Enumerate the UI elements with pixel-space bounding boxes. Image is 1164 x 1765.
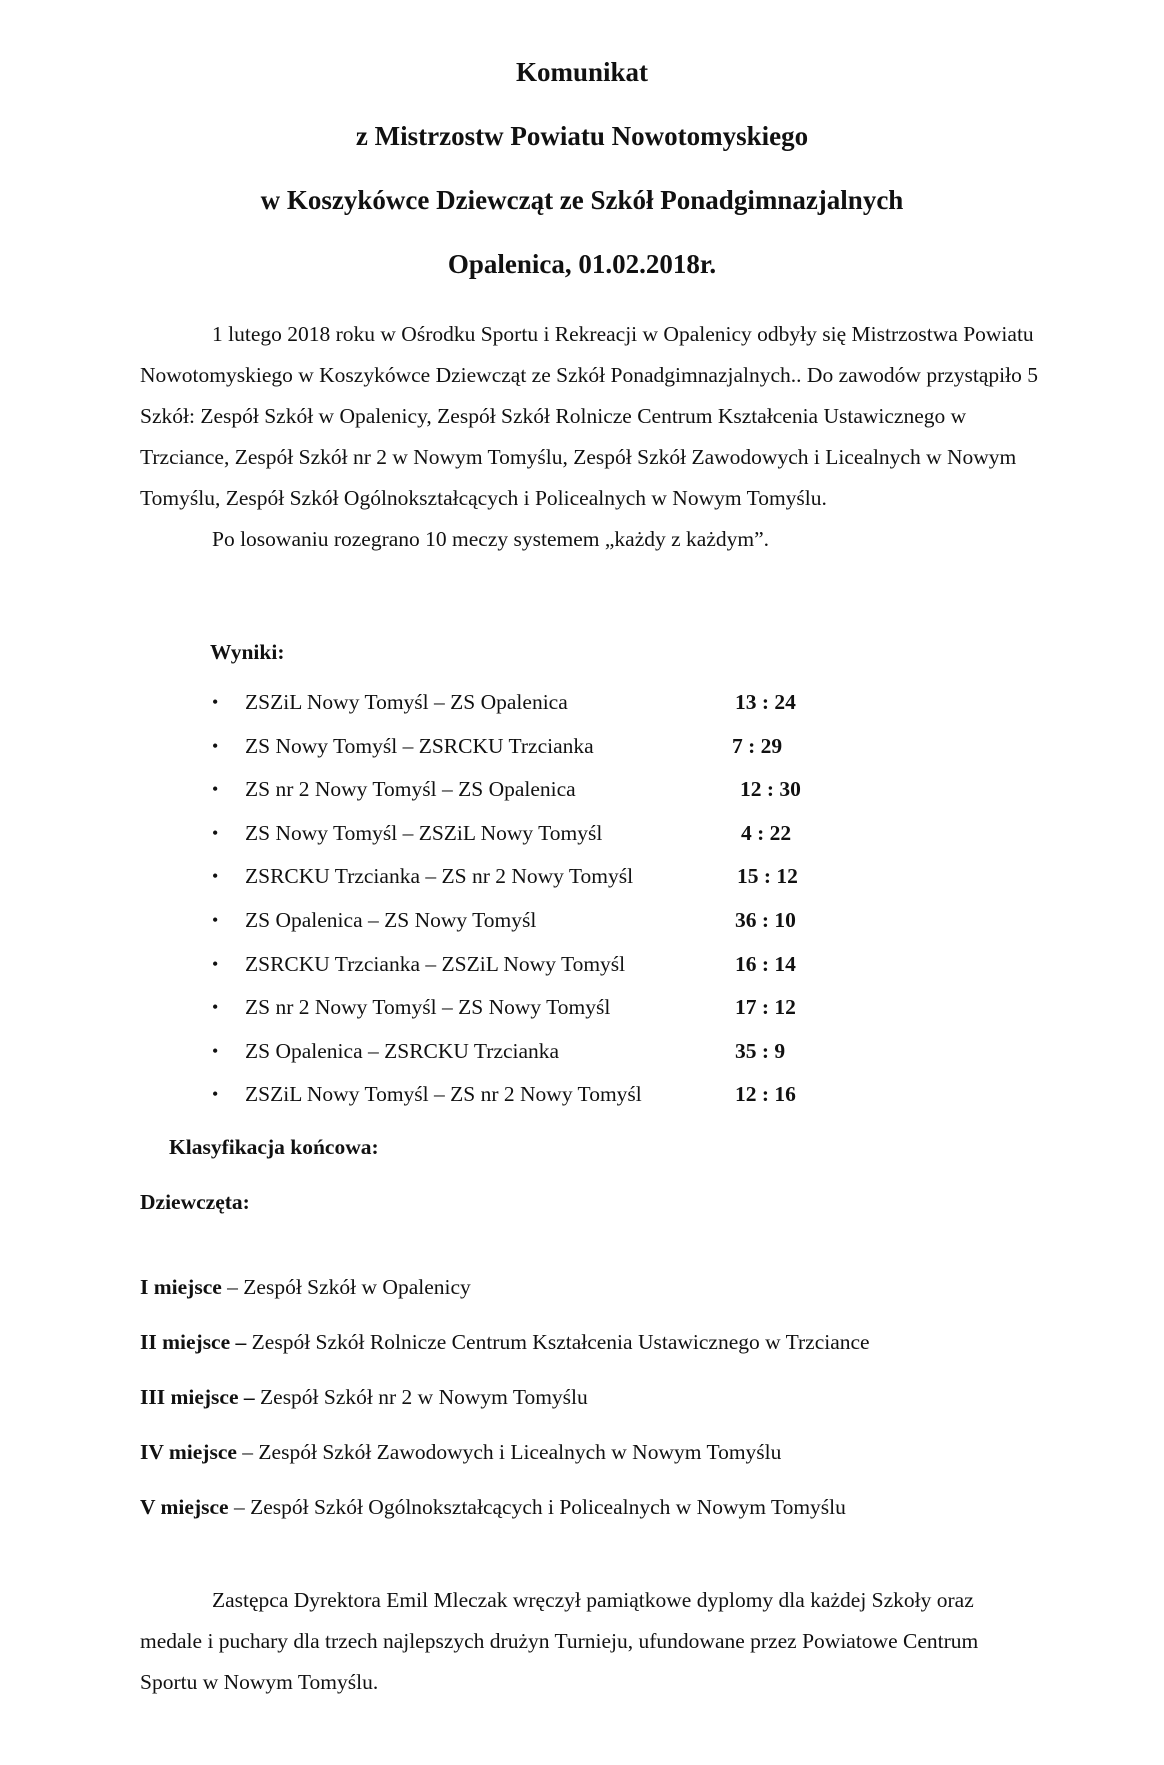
bullet-icon: •: [212, 822, 219, 843]
match-teams: ZSZiL Nowy Tomyśl – ZS nr 2 Nowy Tomyśl: [245, 1082, 642, 1107]
results-heading: Wyniki:: [210, 640, 285, 664]
standing-row: [140, 1490, 1090, 1545]
document-title: [0, 40, 1164, 296]
standing-row: [140, 1270, 1090, 1325]
intro-paragraph-2: Po losowaniu rozegrano 10 meczy systemem „każdy z każdym”.: [212, 527, 770, 551]
category-heading: Dziewczęta:: [140, 1190, 250, 1214]
place-rank: II miejsce –: [140, 1330, 247, 1354]
match-teams: ZS Nowy Tomyśl – ZSRCKU Trzcianka: [245, 733, 594, 758]
result-row: [212, 943, 912, 987]
result-row: [212, 986, 912, 1030]
title-line-3: w Koszykówce Dziewcząt ze Szkół Ponadgimnazjalnych: [260, 185, 904, 215]
match-teams: ZSRCKU Trzcianka – ZSZiL Nowy Tomyśl: [245, 951, 626, 976]
standing-row: [140, 1435, 1090, 1490]
intro-paragraph-1: 1 lutego 2018 roku w Ośrodku Sportu i Rekreacji w Opalenicy odbyły się Mistrzostwa Powiatu Nowotomyskiego w Koszykówce Dziewcząt ze Szkół Ponadgimnazjalnych.. Do zawodów przystąpiło 5 Szkół: Zespół Szkół w Opalenicy, Zespół Szkół Rolnicze Centrum Kształcenia Ustawicznego w Trzciance, Zespół Szkół nr 2 w Nowym Tomyślu, Zespół Szkół Zawodowych i Licealnych w Nowym Tomyślu, Zespół Szkół Ogólnokształcących i Policealnych w Nowym Tomyślu.: [140, 322, 1038, 510]
match-teams: ZSRCKU Trzcianka – ZS nr 2 Nowy Tomyśl: [245, 864, 634, 889]
result-row: [212, 812, 912, 856]
bullet-icon: •: [212, 909, 219, 930]
bullet-icon: •: [212, 997, 219, 1018]
bullet-icon: •: [212, 1040, 219, 1061]
place-team: – Zespół Szkół Zawodowych i Licealnych w Nowym Tomyślu: [236, 1440, 782, 1464]
match-score: 35 : 9: [735, 1038, 786, 1063]
place-rank: V miejsce: [140, 1495, 229, 1519]
standing-row: [140, 1380, 1090, 1435]
match-score: 7 : 29: [732, 733, 783, 758]
match-score: 16 : 14: [735, 951, 796, 976]
result-row: [212, 768, 912, 812]
title-line-1: Komunikat: [515, 57, 649, 87]
match-score: 12 : 30: [740, 777, 801, 802]
place-rank: I miejsce: [140, 1275, 222, 1299]
place-team: Zespół Szkół nr 2 w Nowym Tomyślu: [254, 1385, 588, 1409]
result-row: [212, 681, 912, 725]
intro-section: [140, 314, 1040, 560]
title-line-4: Opalenica, 01.02.2018r.: [447, 249, 717, 279]
place-rank: III miejsce –: [140, 1385, 255, 1409]
bullet-icon: •: [212, 1084, 219, 1105]
closing-section: [140, 1580, 1040, 1703]
match-teams: ZS nr 2 Nowy Tomyśl – ZS Nowy Tomyśl: [245, 995, 611, 1020]
bullet-icon: •: [212, 692, 219, 712]
match-score: 13 : 24: [735, 690, 796, 714]
final-standings: [140, 1270, 1090, 1545]
results-list: [212, 681, 912, 1117]
match-teams: ZS nr 2 Nowy Tomyśl – ZS Opalenica: [245, 777, 576, 802]
place-rank: IV miejsce: [140, 1440, 237, 1464]
match-teams: ZS Opalenica – ZS Nowy Tomyśl: [245, 907, 537, 932]
match-score: 15 : 12: [737, 864, 798, 889]
match-score: 17 : 12: [735, 995, 796, 1020]
match-score: 36 : 10: [735, 907, 796, 932]
classification-heading: Klasyfikacja końcowa:: [169, 1135, 379, 1159]
bullet-icon: •: [212, 866, 219, 887]
match-teams: ZSZiL Nowy Tomyśl – ZS Opalenica: [245, 690, 568, 714]
match-score: 4 : 22: [741, 820, 792, 845]
result-row: [212, 725, 912, 769]
match-score: 12 : 16: [735, 1082, 796, 1107]
bullet-icon: •: [212, 735, 219, 756]
result-row: [212, 899, 912, 943]
result-row: [212, 855, 912, 899]
match-teams: ZS Opalenica – ZSRCKU Trzcianka: [245, 1038, 560, 1063]
closing-paragraph: Zastępca Dyrektora Emil Mleczak wręczył pamiątkowe dyplomy dla każdej Szkoły oraz medale i puchary dla trzech najlepszych drużyn Turnieju, ufundowane przez Powiatowe Centrum Sportu w Nowym Tomyślu.: [140, 1588, 979, 1694]
result-row: [212, 1030, 912, 1074]
place-team: – Zespół Szkół w Opalenicy: [221, 1275, 471, 1299]
standing-row: [140, 1325, 1090, 1380]
bullet-icon: •: [212, 779, 219, 800]
title-line-2: z Mistrzostw Powiatu Nowotomyskiego: [355, 121, 809, 151]
match-teams: ZS Nowy Tomyśl – ZSZiL Nowy Tomyśl: [245, 820, 603, 845]
result-row: [212, 1073, 912, 1117]
place-team: – Zespół Szkół Ogólnokształcących i Policealnych w Nowym Tomyślu: [228, 1495, 846, 1519]
bullet-icon: •: [212, 953, 219, 974]
place-team: Zespół Szkół Rolnicze Centrum Kształcenia Ustawicznego w Trzciance: [246, 1330, 870, 1354]
